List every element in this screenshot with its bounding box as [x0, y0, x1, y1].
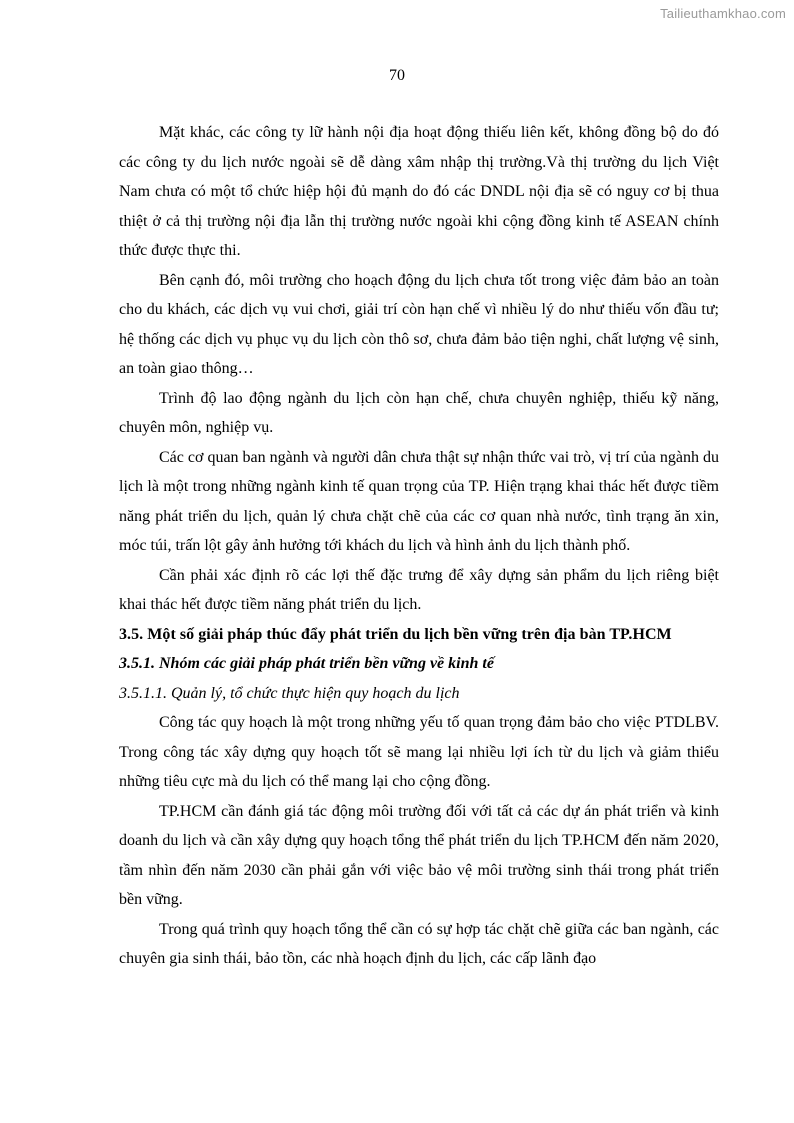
- document-body: [119, 118, 719, 974]
- paragraph: Mặt khác, các công ty lữ hành nội địa hoạt động thiếu liên kết, không đồng bộ do đó các công ty du lịch nước ngoài sẽ dễ dàng xâm nhập thị trường.Và thị trường du lịch Việt Nam chưa có một tổ chức hiệp hội đủ mạnh do đó các DNDL nội địa sẽ có nguy cơ bị thua thiệt ở cả thị trường nội địa lẫn thị trường nước ngoài khi cộng đồng kinh tế ASEAN chính thức được thực thi.: [119, 124, 719, 259]
- section-heading: 3.5. Một số giải pháp thúc đẩy phát triển du lịch bền vững trên địa bàn TP.HCM: [119, 625, 672, 643]
- paragraph: Công tác quy hoạch là một trong những yếu tố quan trọng đảm bảo cho việc PTDLBV. Trong công tác xây dựng quy hoạch tốt sẽ mang lại nhiều lợi ích từ du lịch và giảm thiểu những tiêu cực mà du lịch có thể mang lại cho cộng đồng.: [119, 714, 719, 790]
- paragraph: TP.HCM cần đánh giá tác động môi trường đối với tất cả các dự án phát triển và kinh doanh du lịch và cần xây dựng quy hoạch tổng thể phát triển du lịch TP.HCM đến năm 2020, tầm nhìn đến năm 2030 cần phải gắn với việc bảo vệ môi trường sinh thái trong phát triển bền vững.: [119, 802, 719, 908]
- paragraph: Bên cạnh đó, môi trường cho hoạch động du lịch chưa tốt trong việc đảm bảo an toàn cho du khách, các dịch vụ vui chơi, giải trí còn hạn chế vì nhiều lý do như thiếu vốn đầu tư; hệ thống các dịch vụ phục vụ du lịch còn thô sơ, chưa đảm bảo tiện nghi, chất lượng vệ sinh, an toàn giao thông…: [119, 271, 719, 377]
- watermark: Tailieuthamkhao.com: [660, 6, 786, 21]
- paragraph: Trình độ lao động ngành du lịch còn hạn chế, chưa chuyên nghiệp, thiếu kỹ năng, chuyên môn, nghiệp vụ.: [119, 389, 719, 436]
- subsection-heading: 3.5.1. Nhóm các giải pháp phát triển bền vững về kinh tế: [119, 655, 494, 672]
- subsubsection-heading: 3.5.1.1. Quản lý, tổ chức thực hiện quy hoạch du lịch: [119, 684, 460, 702]
- paragraph: Các cơ quan ban ngành và người dân chưa thật sự nhận thức vai trò, vị trí của ngành du lịch là một trong những ngành kinh tế quan trọng của TP. Hiện trạng khai thác hết được tiềm năng phát triển du lịch, quản lý chưa chặt chẽ của các cơ quan nhà nước, tình trạng ăn xin, móc túi, trấn lột gây ảnh hưởng tới khách du lịch và hình ảnh du lịch thành phố.: [119, 448, 719, 554]
- page-number: 70: [389, 67, 405, 84]
- paragraph: Cần phải xác định rõ các lợi thế đặc trưng để xây dựng sản phẩm du lịch riêng biệt khai thác hết được tiềm năng phát triển du lịch.: [119, 566, 719, 613]
- paragraph: Trong quá trình quy hoạch tổng thể cần có sự hợp tác chặt chẽ giữa các ban ngành, các chuyên gia sinh thái, bảo tồn, các nhà hoạch định du lịch, các cấp lãnh đạo: [119, 920, 719, 967]
